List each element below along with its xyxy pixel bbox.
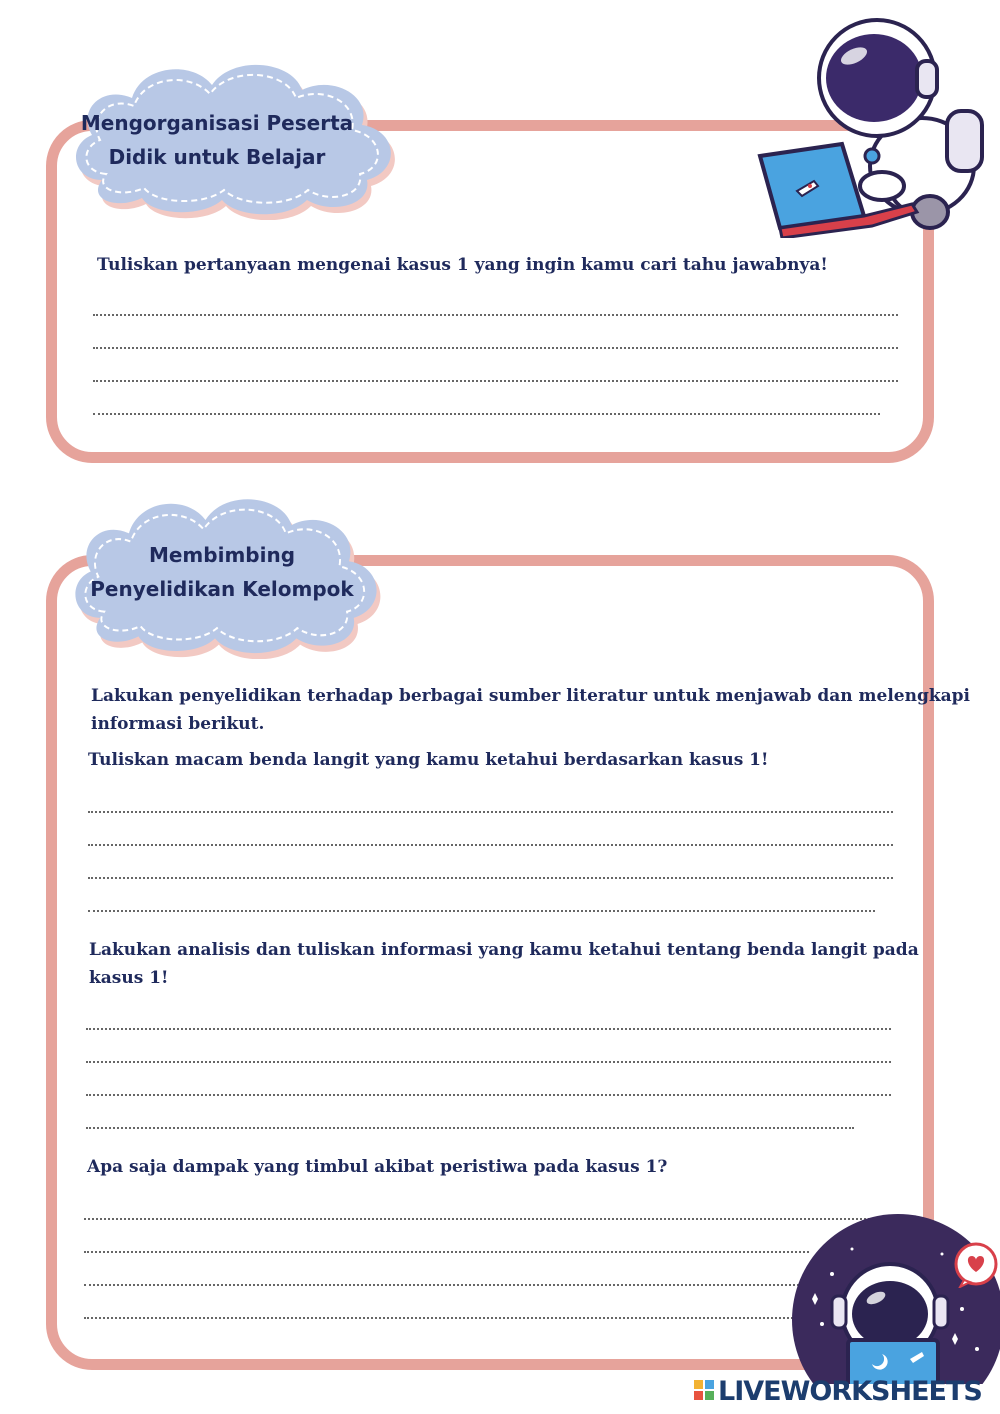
astronaut-laptop-illustration — [752, 16, 992, 238]
question-3: Apa saja dampak yang timbul akibat peristiwa pada kasus 1? — [87, 1157, 668, 1177]
astronaut-space-illustration — [792, 1214, 1000, 1384]
answer-line[interactable] — [93, 380, 898, 382]
answer-line[interactable] — [88, 877, 893, 879]
section-2-intro-line2: informasi berikut. — [91, 714, 265, 734]
section-1-question: Tuliskan pertanyaan mengenai kasus 1 yang ingin kamu cari tahu jawabnya! — [97, 255, 828, 275]
section-2-title-line2: Penyelidikan Kelompok — [90, 577, 354, 601]
section-2-title-line1: Membimbing — [148, 543, 296, 567]
answer-line[interactable] — [93, 314, 898, 316]
section-2-intro-line1: Lakukan penyelidikan terhadap berbagai sumber literatur untuk menjawab dan melengkapi — [91, 686, 971, 706]
answer-line[interactable] — [88, 910, 875, 912]
answer-line[interactable] — [86, 1028, 891, 1030]
answer-line[interactable] — [88, 844, 893, 846]
section-2-intro — [91, 682, 970, 738]
question-1: Tuliskan macam benda langit yang kamu ketahui berdasarkan kasus 1! — [88, 750, 769, 770]
answer-line[interactable] — [84, 1317, 796, 1319]
section-1-title-line1: Mengorganisasi Peserta — [80, 111, 354, 135]
question-2 — [89, 936, 919, 992]
answer-line[interactable] — [84, 1251, 809, 1253]
liveworksheets-watermark — [694, 1376, 994, 1408]
answer-line[interactable] — [86, 1127, 854, 1129]
answer-line[interactable] — [84, 1218, 874, 1220]
heart-bubble-icon — [954, 1242, 998, 1288]
answer-line[interactable] — [88, 811, 893, 813]
question-2-line2: kasus 1! — [89, 968, 169, 988]
liveworksheets-brand-text: LIVEWORKSHEETS — [718, 1376, 982, 1407]
answer-line[interactable] — [93, 347, 898, 349]
liveworksheets-logo-icon — [694, 1380, 714, 1402]
section-1-title-line2: Didik untuk Belajar — [108, 145, 326, 169]
answer-line[interactable] — [86, 1061, 891, 1063]
question-2-line1: Lakukan analisis dan tuliskan informasi yang kamu ketahui tentang benda langit pada — [89, 940, 919, 960]
section-1-title — [72, 106, 362, 174]
answer-line[interactable] — [93, 413, 880, 415]
answer-line[interactable] — [84, 1284, 799, 1286]
answer-line[interactable] — [86, 1094, 891, 1096]
section-2-title — [82, 538, 362, 606]
